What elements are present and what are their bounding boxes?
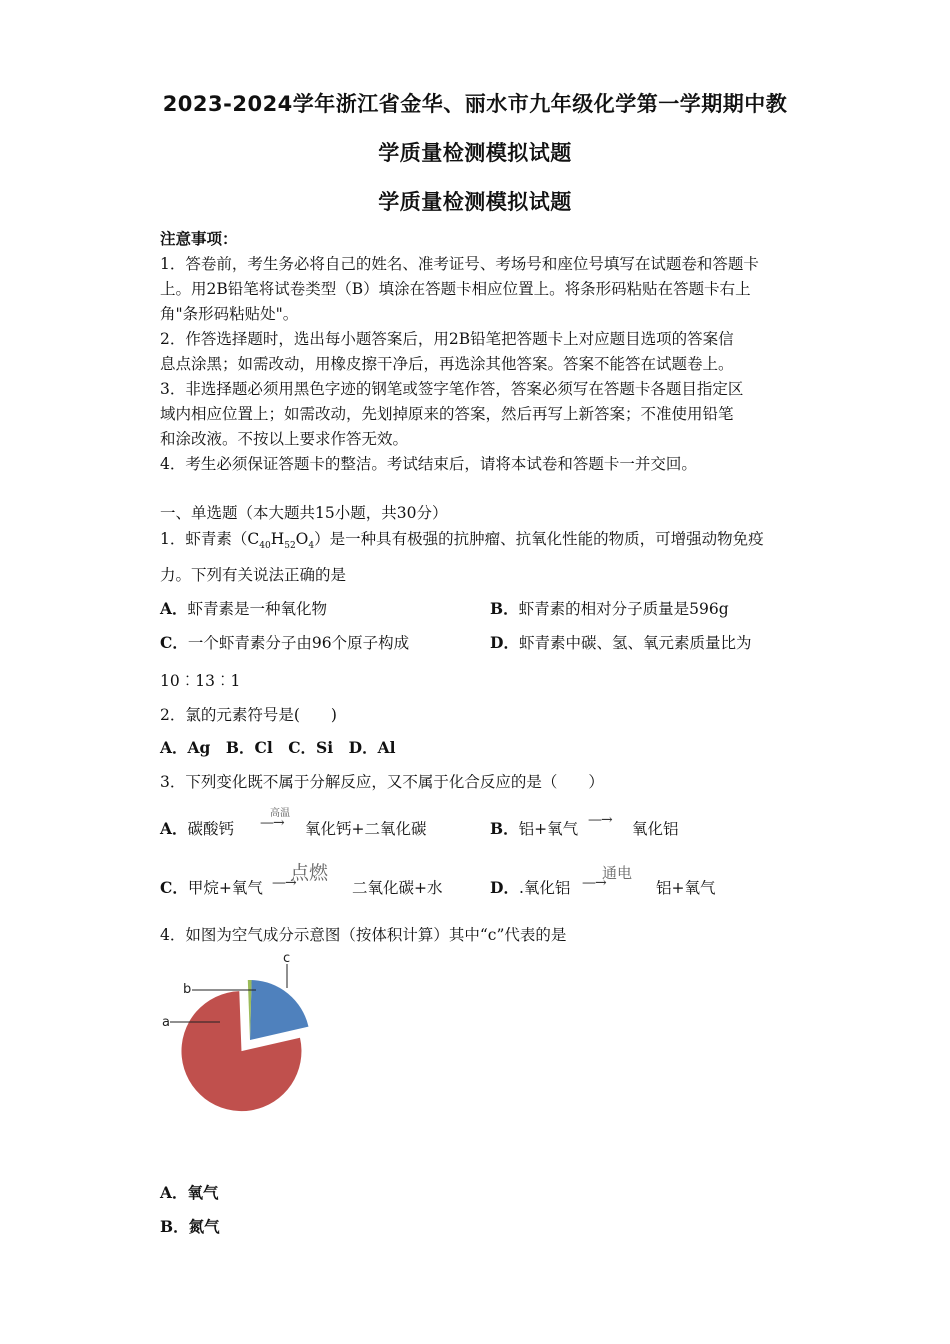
question-3-stem: 3．下列变化既不属于分解反应，又不属于化合反应的是（ ） bbox=[160, 773, 604, 791]
air-composition-pie-chart bbox=[150, 948, 350, 1118]
reaction-arrow bbox=[270, 858, 348, 892]
q1-h: H bbox=[270, 530, 285, 548]
option-label: C． bbox=[160, 878, 188, 897]
q1-option-a[interactable] bbox=[160, 597, 327, 619]
condition-label: 通电 bbox=[601, 864, 632, 882]
q3-a-product: 氧化钙+二氧化碳 bbox=[305, 820, 427, 838]
q3-d-product: 铝+氧气 bbox=[656, 879, 716, 897]
question-1-stem bbox=[160, 527, 764, 551]
reactant: .氧化铝 bbox=[518, 879, 571, 897]
reaction-arrow bbox=[582, 862, 652, 894]
reaction-arrow bbox=[586, 805, 630, 835]
option-text: 氮气 bbox=[188, 1217, 220, 1236]
option-label: B． bbox=[160, 1217, 189, 1236]
question-1-stem-line2: 力。下列有关说法正确的是 bbox=[160, 566, 347, 584]
notice-line: 上。用2B铅笔将试卷类型（B）填涂在答题卡相应位置上。将条形码粘贴在答题卡右上 bbox=[160, 280, 751, 298]
q1-option-b[interactable] bbox=[490, 597, 729, 619]
notice-line: 和涂改液。不按以上要求作答无效。 bbox=[160, 430, 409, 448]
notice-line: 1．答卷前，考生务必将自己的姓名、准考证号、考场号和座位号填写在试题卷和答题卡 bbox=[160, 255, 759, 273]
q1-sub-c: 40 bbox=[259, 541, 271, 552]
q1-o: O bbox=[295, 530, 309, 548]
notice-line: 角"条形码粘贴处"。 bbox=[160, 305, 299, 323]
option-label: A． bbox=[160, 819, 188, 838]
notice-heading: 注意事项： bbox=[160, 229, 238, 248]
arrow-icon: —→ bbox=[272, 875, 296, 891]
q3-b-product: 氧化铝 bbox=[632, 820, 679, 838]
q1-sub-h: 52 bbox=[284, 541, 296, 552]
exam-title-line2: 学质量检测模拟试题 bbox=[378, 141, 572, 165]
notice-line: 4．考生必须保证答题卡的整洁。考试结束后，请将本试卷和答题卡一并交回。 bbox=[160, 455, 697, 473]
reactant: 甲烷+氧气 bbox=[187, 879, 263, 897]
reactant: 铝+氧气 bbox=[518, 820, 579, 838]
option-label: B． bbox=[490, 599, 519, 618]
q1-prefix: 1．虾青素（C bbox=[160, 530, 260, 548]
arrow-icon: —→ bbox=[582, 875, 606, 891]
option-text: 虾青素中碳、氢、氧元素质量比为 bbox=[518, 634, 752, 652]
section-heading: 一、单选题（本大题共15小题，共30分） bbox=[160, 504, 448, 522]
question-2-stem: 2．氯的元素符号是( ) bbox=[160, 706, 337, 724]
reaction-arrow bbox=[258, 805, 302, 835]
option-label: D． bbox=[490, 878, 519, 897]
q4-option-b[interactable] bbox=[160, 1215, 220, 1237]
reactant: 碳酸钙 bbox=[187, 820, 235, 838]
q1-option-d[interactable] bbox=[490, 631, 751, 653]
pie-label-b: b bbox=[183, 982, 192, 997]
option-label: A． bbox=[160, 599, 188, 618]
option-text: 虾青素的相对分子质量是596g bbox=[518, 600, 729, 618]
option-label: A． bbox=[160, 1183, 188, 1202]
condition-label: 高温 bbox=[270, 808, 290, 819]
option-text: 氧气 bbox=[187, 1183, 219, 1202]
notice-line: 息点涂黑；如需改动，用橡皮擦干净后，再选涂其他答案。答案不能答在试题卷上。 bbox=[160, 355, 734, 373]
q1-option-c[interactable] bbox=[160, 631, 409, 653]
question-2-options[interactable]: A．Ag B．Cl C．Si D．Al bbox=[160, 738, 396, 757]
notice-line: 2．作答选择题时，选出每小题答案后，用2B铅笔把答题卡上对应题目选项的答案信 bbox=[160, 330, 734, 348]
arrow-icon: —→ bbox=[260, 815, 284, 831]
option-text: 一个虾青素分子由96个原子构成 bbox=[187, 634, 410, 652]
notice-line: 3．非选择题必须用黑色字迹的钢笔或签字笔作答，答案必须写在答题卡各题目指定区 bbox=[160, 380, 744, 398]
arrow-icon: —→ bbox=[588, 812, 612, 828]
q3-c-product: 二氧化碳+水 bbox=[352, 879, 443, 897]
option-text: 虾青素是一种氧化物 bbox=[187, 600, 328, 618]
option-label: C． bbox=[160, 633, 188, 652]
question-4-stem: 4．如图为空气成分示意图（按体积计算）其中“c”代表的是 bbox=[160, 926, 567, 944]
exam-title-line3: 学质量检测模拟试题 bbox=[378, 190, 572, 214]
q4-option-a[interactable] bbox=[160, 1181, 219, 1203]
option-label: D． bbox=[490, 633, 519, 652]
q1-suffix: ）是一种具有极强的抗肿瘤、抗氧化性能的物质，可增强动物免疫 bbox=[314, 530, 764, 548]
condition-label: 点燃 bbox=[289, 862, 328, 884]
notice-line: 域内相应位置上；如需改动，先划掉原来的答案，然后再写上新答案；不准使用铅笔 bbox=[160, 405, 734, 423]
q1-sub-o: 4 bbox=[308, 541, 315, 552]
exam-title-line1: 2023-2024学年浙江省金华、丽水市九年级化学第一学期期中教 bbox=[162, 92, 788, 116]
q1-option-d-continued: 10︰13︰1 bbox=[160, 672, 241, 690]
q3-option-b[interactable] bbox=[490, 817, 578, 839]
pie-label-a: a bbox=[162, 1015, 170, 1030]
q3-option-c[interactable] bbox=[160, 876, 263, 898]
pie-slice-c bbox=[250, 980, 308, 1040]
option-label: B． bbox=[490, 819, 519, 838]
pie-label-c: c bbox=[283, 951, 291, 966]
q3-option-a[interactable] bbox=[160, 817, 234, 839]
q3-option-d[interactable] bbox=[490, 876, 570, 898]
